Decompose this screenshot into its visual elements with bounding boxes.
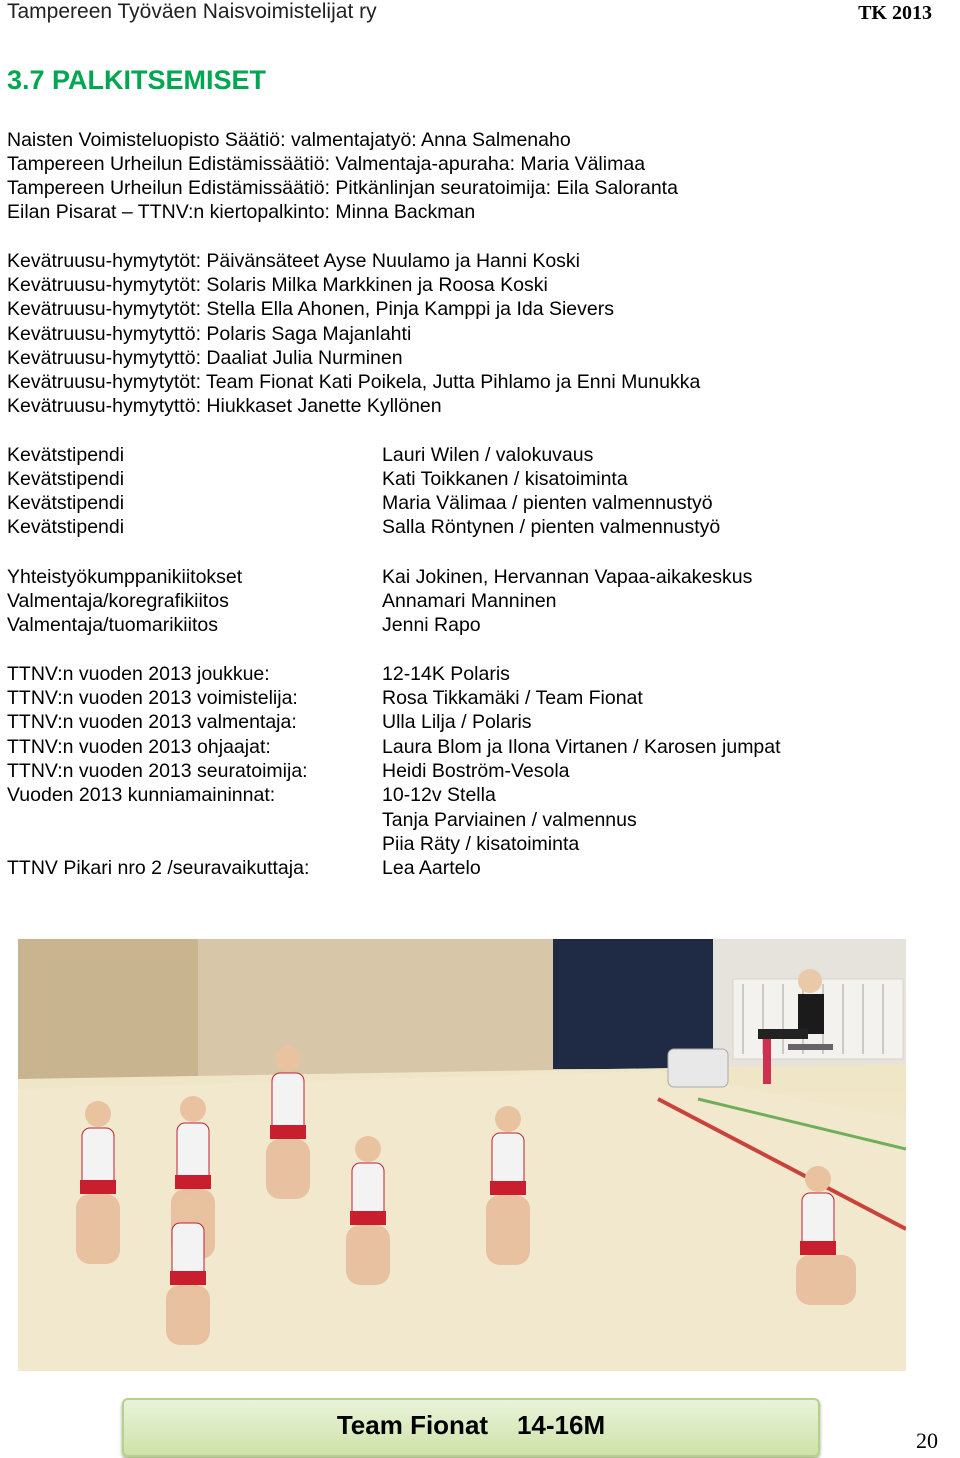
header-doc: TK 2013 bbox=[858, 2, 932, 24]
yearly-label: Vuoden 2013 kunniamaininnat: bbox=[7, 784, 276, 806]
section-title: 3.7 PALKITSEMISET bbox=[7, 65, 267, 95]
thanks-value: Kai Jokinen, Hervannan Vapaa-aikakeskus bbox=[382, 566, 753, 588]
award-line: Eilan Pisarat – TTNV:n kiertopalkinto: Minna Backman bbox=[7, 201, 476, 223]
thanks-value: Annamari Manninen bbox=[382, 590, 557, 612]
award-line: Tampereen Urheilun Edistämissäätiö: Valmentaja-apuraha: Maria Välimaa bbox=[7, 153, 646, 175]
hymytytto-line: Kevätruusu-hymytyttö: Hiukkaset Janette Kyllönen bbox=[7, 395, 442, 417]
hymytytto-line: Kevätruusu-hymytytöt: Solaris Milka Markkinen ja Roosa Koski bbox=[7, 274, 548, 296]
yearly-label: TTNV:n vuoden 2013 seuratoimija: bbox=[7, 760, 308, 782]
yearly-value: Piia Räty / kisatoiminta bbox=[382, 833, 580, 855]
yearly-label: TTNV:n vuoden 2013 valmentaja: bbox=[7, 711, 297, 733]
award-line: Tampereen Urheilun Edistämissäätiö: Pitkänlinjan seuratoimija: Eila Saloranta bbox=[7, 177, 678, 199]
yearly-value: Laura Blom ja Ilona Virtanen / Karosen jumpat bbox=[382, 736, 781, 758]
yearly-label: TTNV:n vuoden 2013 joukkue: bbox=[7, 663, 270, 685]
yearly-value: Ulla Lilja / Polaris bbox=[382, 711, 532, 733]
pikari-value: Lea Aartelo bbox=[382, 857, 481, 879]
stipend-value: Salla Röntynen / pienten valmennustyö bbox=[382, 516, 721, 538]
page-number: 20 bbox=[916, 1428, 938, 1453]
hymytytto-line: Kevätruusu-hymytytöt: Stella Ella Ahonen, Pinja Kamppi ja Ida Sievers bbox=[7, 298, 614, 320]
yearly-value: Rosa Tikkamäki / Team Fionat bbox=[382, 687, 643, 709]
hymytytto-line: Kevätruusu-hymytytöt: Päivänsäteet Ayse Nuulamo ja Hanni Koski bbox=[7, 250, 581, 272]
hymytytto-line: Kevätruusu-hymytyttö: Polaris Saga Majanlahti bbox=[7, 323, 412, 345]
thanks-label: Valmentaja/koregrafikiitos bbox=[7, 590, 229, 612]
yearly-value: 12-14K Polaris bbox=[382, 663, 510, 685]
team-photo bbox=[18, 939, 906, 1371]
hymytytto-line: Kevätruusu-hymytyttö: Daaliat Julia Nurminen bbox=[7, 347, 403, 369]
header-org: Tampereen Työväen Naisvoimistelijat ry bbox=[7, 0, 377, 23]
thanks-label: Valmentaja/tuomarikiitos bbox=[7, 614, 218, 636]
pikari-label: TTNV Pikari nro 2 /seuravaikuttaja: bbox=[7, 857, 310, 879]
stipend-label: Kevätstipendi bbox=[7, 516, 125, 538]
stipend-label: Kevätstipendi bbox=[7, 444, 125, 466]
yearly-label: TTNV:n vuoden 2013 ohjaajat: bbox=[7, 736, 271, 758]
stipend-value: Maria Välimaa / pienten valmennustyö bbox=[382, 492, 713, 514]
yearly-value: 10-12v Stella bbox=[382, 784, 496, 806]
yearly-label: TTNV:n vuoden 2013 voimistelija: bbox=[7, 687, 298, 709]
photo-caption-bar bbox=[122, 1398, 820, 1457]
yearly-value: Tanja Parviainen / valmennus bbox=[382, 809, 637, 831]
thanks-label: Yhteistyökumppanikiitokset bbox=[7, 566, 243, 588]
award-line: Naisten Voimisteluopisto Säätiö: valmentajatyö: Anna Salmenaho bbox=[7, 129, 571, 151]
stipend-value: Kati Toikkanen / kisatoiminta bbox=[382, 468, 628, 490]
photo-caption: Team Fionat 14-16M bbox=[336, 1410, 606, 1440]
yearly-value: Heidi Boström-Vesola bbox=[382, 760, 570, 782]
stipend-label: Kevätstipendi bbox=[7, 492, 125, 514]
hymytytto-line: Kevätruusu-hymytytöt: Team Fionat Kati Poikela, Jutta Pihlamo ja Enni Munukka bbox=[7, 371, 701, 393]
stipend-value: Lauri Wilen / valokuvaus bbox=[382, 444, 594, 466]
thanks-value: Jenni Rapo bbox=[382, 614, 481, 636]
stipend-label: Kevätstipendi bbox=[7, 468, 125, 490]
